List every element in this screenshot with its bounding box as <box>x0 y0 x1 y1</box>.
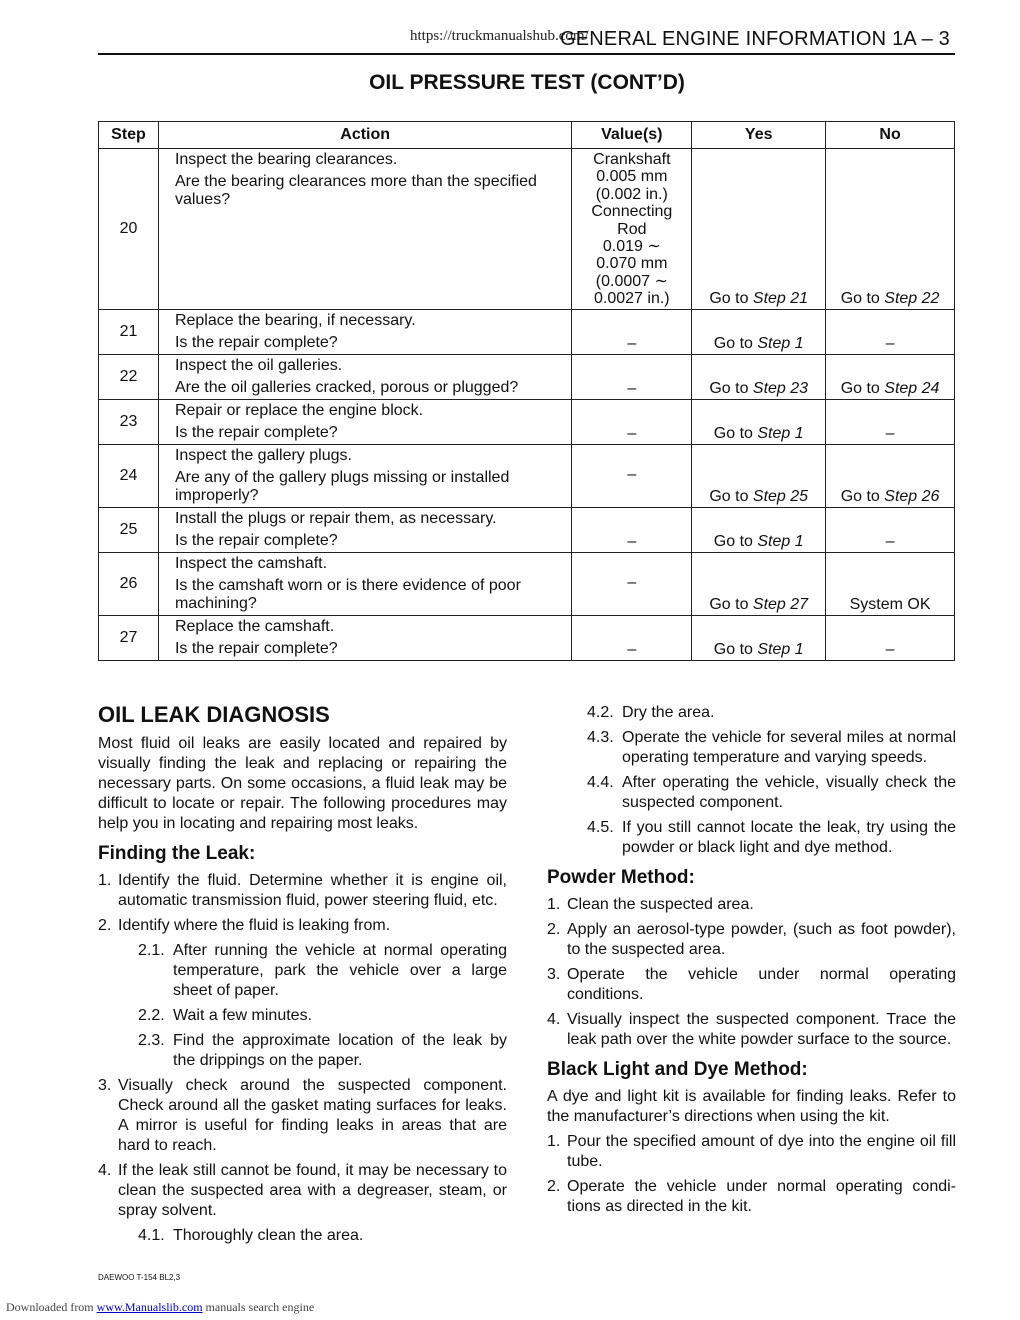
value-cell: – <box>572 444 692 507</box>
yes-step-ref: Step 25 <box>752 488 809 506</box>
document-code: DAEWOO T-154 BL2,3 <box>98 1273 181 1282</box>
list-item <box>98 916 507 936</box>
list-number: 2. <box>547 1178 561 1195</box>
yes-prefix: Go to <box>709 488 753 506</box>
list-item <box>98 1031 507 1071</box>
list-text: If the leak still cannot be found, it may be necessary to clean the suspected area with a degreaser, steam, or spray solvent. <box>118 1162 507 1219</box>
no-cell <box>826 444 955 507</box>
table-row <box>99 507 955 552</box>
step-number: 24 <box>99 444 159 507</box>
list-number: 2. <box>547 921 561 938</box>
list-item <box>98 1226 507 1246</box>
section-title: OIL PRESSURE TEST (CONT’D) <box>369 71 685 94</box>
action-cell <box>158 507 571 552</box>
list-number: 4. <box>547 1011 561 1028</box>
list-item <box>98 941 507 1001</box>
step-number: 25 <box>99 507 159 552</box>
action-cell <box>158 399 571 444</box>
no-cell <box>826 354 955 399</box>
action-instruction: Inspect the camshaft. <box>174 554 328 572</box>
action-question: Is the repair complete? <box>174 639 338 657</box>
table-row <box>99 149 955 310</box>
column-header-values: Value(s) <box>572 122 692 149</box>
step-number: 26 <box>99 552 159 615</box>
yes-cell <box>692 399 826 444</box>
yes-cell <box>692 507 826 552</box>
black-light-heading: Black Light and Dye Method: <box>547 1059 808 1080</box>
yes-prefix: Go to <box>713 425 758 443</box>
page-header: GENERAL ENGINE INFORMATION 1A – 3 <box>559 28 950 50</box>
value-cell: – <box>572 552 692 615</box>
yes-step-ref: Step 27 <box>752 596 809 614</box>
list-item <box>98 871 507 911</box>
list-text: Identify the fluid. Determine whether it is engine oil, automatic transmission fluid, power steering fluid, etc. <box>118 872 507 909</box>
action-instruction: Replace the camshaft. <box>174 617 335 635</box>
column-header-step: Step <box>99 122 159 149</box>
yes-step-ref: Step 21 <box>752 290 809 308</box>
step-number: 23 <box>99 399 159 444</box>
list-number: 1. <box>547 896 561 913</box>
list-text: Find the approximate location of the leak by the drippings on the paper. <box>173 1032 507 1069</box>
no-step-ref: Step 22 <box>884 290 940 308</box>
table-header-row <box>99 122 955 149</box>
action-cell <box>158 615 571 660</box>
step-number: 20 <box>99 149 159 310</box>
table-row <box>99 399 955 444</box>
value-line: Connecting <box>591 203 673 221</box>
oil-pressure-test-table <box>98 121 955 661</box>
list-text: Operate the vehicle under normal operating conditions. <box>567 966 956 1003</box>
value-cell: – <box>572 507 692 552</box>
list-number: 1. <box>98 872 112 889</box>
no-step-ref: Step 26 <box>884 488 940 506</box>
list-item <box>547 920 956 960</box>
powder-method-heading: Powder Method: <box>547 867 695 888</box>
yes-cell <box>692 552 826 615</box>
list-text: After operating the vehicle, visually check the suspected component. <box>622 774 956 811</box>
yes-cell <box>692 615 826 660</box>
yes-cell <box>692 149 826 310</box>
list-text: Wait a few minutes. <box>173 1007 313 1024</box>
no-prefix: System OK <box>849 596 931 614</box>
value-cell: – <box>572 399 692 444</box>
list-number: 4.3. <box>587 729 614 746</box>
no-cell <box>826 309 955 354</box>
action-instruction: Inspect the bearing clearances. <box>174 151 398 168</box>
list-number: 1. <box>547 1133 561 1150</box>
no-prefix: – <box>885 335 895 353</box>
action-cell <box>158 309 571 354</box>
no-prefix: – <box>885 425 895 443</box>
list-item <box>98 1006 507 1026</box>
table-row <box>99 354 955 399</box>
list-text: Dry the area. <box>622 704 715 721</box>
yes-step-ref: Step 1 <box>757 425 804 443</box>
list-text: Clean the suspected area. <box>567 896 754 913</box>
yes-step-ref: Step 1 <box>757 533 804 551</box>
list-number: 2.3. <box>138 1032 165 1049</box>
list-number: 4.5. <box>587 819 614 836</box>
table-row <box>99 615 955 660</box>
value-line: Rod <box>617 220 647 238</box>
no-cell <box>826 615 955 660</box>
table-row <box>99 552 955 615</box>
action-question: Is the repair complete? <box>174 423 338 441</box>
list-item <box>547 773 956 813</box>
table-row <box>99 444 955 507</box>
list-number: 3. <box>98 1077 112 1094</box>
yes-step-ref: Step 1 <box>757 641 804 659</box>
oil-leak-title: OIL LEAK DIAGNOSIS <box>98 702 330 727</box>
step-number: 27 <box>99 615 159 660</box>
finding-leak-list-continued <box>547 703 956 858</box>
value-line: Crankshaft <box>593 151 671 168</box>
column-header-no: No <box>826 122 955 149</box>
list-item <box>547 1010 956 1050</box>
value-line: (0.002 in.) <box>595 185 668 203</box>
yes-prefix: Go to <box>709 380 753 398</box>
no-prefix: – <box>885 533 895 551</box>
finding-leak-heading: Finding the Leak: <box>98 843 256 864</box>
no-cell <box>826 552 955 615</box>
list-number: 4.2. <box>587 704 614 721</box>
no-prefix: Go to <box>840 380 885 398</box>
black-light-intro: A dye and light kit is available for finding leaks. Refer to the manufacturer’s directions when using the kit. <box>547 1088 956 1125</box>
no-step-ref: Step 24 <box>884 380 940 398</box>
list-number: 2.2. <box>138 1007 165 1024</box>
list-number: 3. <box>547 966 561 983</box>
action-instruction: Inspect the gallery plugs. <box>174 446 352 464</box>
no-cell <box>826 507 955 552</box>
list-item <box>98 1076 507 1156</box>
yes-prefix: Go to <box>709 596 753 614</box>
list-text: After running the vehicle at normal operating temperature, park the vehicle over a large sheet of paper. <box>173 942 507 999</box>
left-column <box>98 702 507 1251</box>
column-header-action: Action <box>158 122 571 149</box>
yes-prefix: Go to <box>713 641 758 659</box>
action-instruction: Repair or replace the engine block. <box>174 401 424 419</box>
list-number: 2.1. <box>138 942 165 959</box>
column-header-yes: Yes <box>692 122 826 149</box>
action-cell <box>158 354 571 399</box>
action-question: Is the camshaft worn or is there evidence of poor machining? <box>174 576 521 612</box>
value-line: 0.070 mm <box>596 255 668 273</box>
action-question: Is the repair complete? <box>174 333 338 351</box>
list-item <box>98 1161 507 1221</box>
list-item <box>547 965 956 1005</box>
list-text: Identify where the fluid is leaking from. <box>118 917 391 934</box>
black-light-list <box>547 1132 956 1217</box>
list-number: 2. <box>98 917 112 934</box>
yes-prefix: Go to <box>709 290 753 308</box>
oil-leak-intro: Most fluid oil leaks are easily located and repaired by visually finding the leak and replacing or repairing the necessary parts. On some occasions, a fluid leak may be difficult to locate or repair. The following procedures may help you in locating and repairing most leaks. <box>98 735 507 832</box>
list-number: 4.4. <box>587 774 614 791</box>
value-line: 0.005 mm <box>596 168 668 186</box>
no-cell <box>826 399 955 444</box>
list-text: Visually inspect the suspected component. Trace the leak path over the white powder surface to the source. <box>567 1011 956 1048</box>
no-prefix: – <box>885 641 895 659</box>
no-prefix: Go to <box>840 488 885 506</box>
list-text: Pour the specified amount of dye into the engine oil fill tube. <box>567 1133 956 1170</box>
value-cell: – <box>572 615 692 660</box>
list-number: 4. <box>98 1162 112 1179</box>
action-question: Are the bearing clearances more than the specified values? <box>174 173 537 208</box>
step-number: 22 <box>99 354 159 399</box>
action-question: Are any of the gallery plugs missing or installed improperly? <box>174 468 510 504</box>
action-question: Is the repair complete? <box>174 531 338 549</box>
header-rule <box>98 53 955 55</box>
no-prefix: Go to <box>840 290 885 308</box>
list-item <box>547 895 956 915</box>
value-cell: – <box>572 309 692 354</box>
list-text: Operate the vehicle for several miles at normal operating temperature and varying speeds. <box>622 729 956 766</box>
yes-step-ref: Step 23 <box>752 380 809 398</box>
action-instruction: Replace the bearing, if necessary. <box>174 311 416 329</box>
value-line: (0.0007 ∼ <box>595 272 668 290</box>
download-prefix: Downloaded from <box>6 1300 97 1314</box>
list-text: If you still cannot locate the leak, try using the powder or black light and dye method. <box>622 819 956 856</box>
yes-cell <box>692 354 826 399</box>
list-item <box>547 818 956 858</box>
manualslib-link[interactable]: www.Manualslib.com <box>96 1300 203 1314</box>
list-text: Visually check around the suspected component. Check around all the gasket mating surfaces for leaks. A mirror is useful for finding leaks in areas that are hard to reach. <box>118 1077 507 1154</box>
list-item <box>547 703 956 723</box>
value-cell: – <box>572 354 692 399</box>
yes-cell <box>692 309 826 354</box>
right-column <box>547 703 956 1222</box>
step-number: 21 <box>99 309 159 354</box>
action-cell <box>158 552 571 615</box>
no-cell <box>826 149 955 310</box>
yes-prefix: Go to <box>713 335 758 353</box>
list-text: Thoroughly clean the area. <box>173 1227 364 1244</box>
list-item <box>547 1132 956 1172</box>
download-suffix: manuals search engine <box>202 1300 315 1314</box>
action-instruction: Install the plugs or repair them, as necessary. <box>174 509 497 527</box>
value-line: 0.0027 in.) <box>594 290 670 308</box>
list-item <box>547 1177 956 1217</box>
list-item <box>547 728 956 768</box>
powder-method-list <box>547 895 956 1050</box>
list-text: Operate the vehicle under normal operating condi- tions as directed in the kit. <box>567 1178 956 1215</box>
action-cell <box>158 444 571 507</box>
yes-step-ref: Step 1 <box>757 335 804 353</box>
watermark-url: https://truckmanualshub.com/ <box>410 28 589 44</box>
action-question: Are the oil galleries cracked, porous or plugged? <box>174 378 519 396</box>
list-text: Apply an aerosol-type powder, (such as foot powder), to the suspected area. <box>567 921 956 958</box>
value-cell <box>572 149 692 310</box>
yes-cell <box>692 444 826 507</box>
value-line: 0.019 ∼ <box>602 238 661 256</box>
yes-prefix: Go to <box>713 533 758 551</box>
download-footer <box>6 1300 314 1315</box>
action-instruction: Inspect the oil galleries. <box>174 356 343 374</box>
finding-leak-list <box>98 871 507 1246</box>
table-row <box>99 309 955 354</box>
action-cell <box>158 149 571 310</box>
list-number: 4.1. <box>138 1227 165 1244</box>
